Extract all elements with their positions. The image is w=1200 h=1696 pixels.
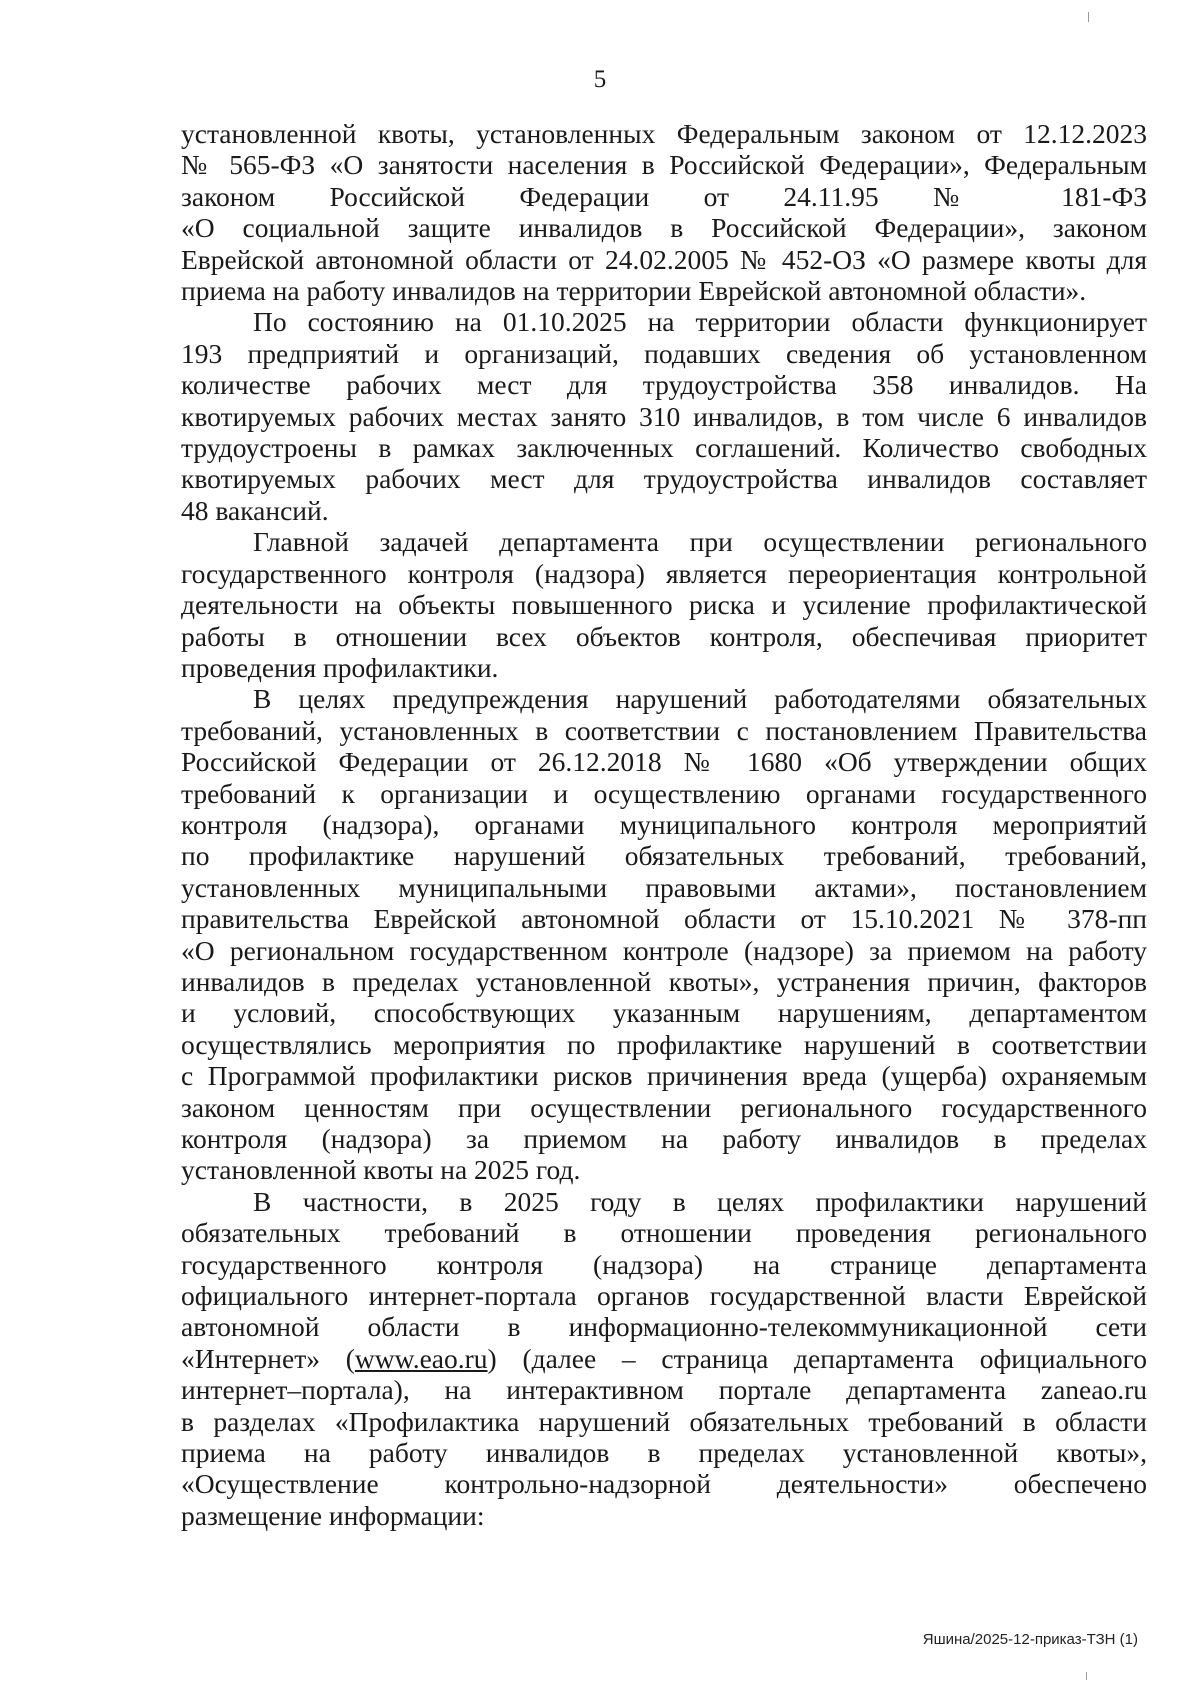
text-line: В целях предупреждения нарушений работодателями обязательных (253, 683, 1147, 715)
text-line: правительства Еврейской автономной области от 15.10.2021 № 378-пп (181, 903, 1147, 935)
text-line: установленной квоты на 2025 год. (181, 1154, 581, 1186)
text-line: В частности, в 2025 году в целях профилактики нарушений (253, 1185, 1147, 1217)
page-number: 5 (593, 66, 607, 93)
text-line: в разделах «Профилактика нарушений обязательных требований в области (181, 1405, 1147, 1437)
text-line: По состоянию на 01.10.2025 на территории области функционирует (253, 306, 1147, 338)
text-line: квотируемых рабочих местах занято 310 инвалидов, в том числе 6 инвалидов (181, 400, 1147, 432)
text-line: автономной области в информационно-телекоммуникационной сети (181, 1311, 1147, 1343)
text-line: с Программой профилактики рисков причинения вреда (ущерба) охраняемым (181, 1060, 1147, 1092)
paragraph-prevention-measures (181, 683, 1147, 1186)
text-line: интернет–портала), на интерактивном портале департамента zaneao.ru (181, 1374, 1147, 1406)
text-line: работы в отношении всех объектов контроля, обеспечивая приоритет (181, 620, 1147, 652)
paragraph-quota-laws (181, 118, 1147, 306)
text-line: квотируемых рабочих мест для трудоустройства инвалидов составляет (181, 463, 1147, 495)
text-line: государственного контроля (надзора) является переориентация контрольной (181, 557, 1147, 589)
paragraph-main-task (181, 526, 1147, 683)
text-line: размещение информации: (181, 1499, 485, 1531)
text-line: приема на работу инвалидов в пределах установленной квоты», (181, 1437, 1147, 1469)
text-line-with-link (181, 1343, 1147, 1374)
text-line: осуществлялись мероприятия по профилактике нарушений в соответствии (181, 1028, 1147, 1060)
scan-mark-top (1088, 12, 1089, 22)
document-footer-note: Яшина/2025-12-приказ-ТЗН (1) (922, 1631, 1138, 1648)
paragraph-information-placement (181, 1186, 1147, 1531)
text-line: законом Российской Федерации от 24.11.95 № 181-ФЗ (181, 180, 1147, 212)
text-line: инвалидов в пределах установленной квоты», устранения причин, факторов (181, 965, 1147, 997)
text-line: «О социальной защите инвалидов в Российской Федерации», законом (181, 212, 1147, 244)
text-line: обязательных требований в отношении проведения регионального (181, 1217, 1147, 1249)
text-line: Еврейской автономной области от 24.02.2005 № 452-ОЗ «О размере квоты для (181, 243, 1147, 275)
text-line: 48 вакансий. (181, 494, 329, 526)
text-line: приема на работу инвалидов на территории Еврейской автономной области». (181, 275, 1087, 307)
text-line: проведения профилактики. (181, 651, 499, 683)
link-prefix-text: «Интернет» ( (181, 1342, 355, 1374)
link-suffix-text: ) (далее – страница департамента официального (487, 1342, 1147, 1374)
text-line: № 565-ФЗ «О занятости населения в Российской Федерации», Федеральным (181, 149, 1147, 181)
text-line: 193 предприятий и организаций, подавших сведения об установленном (181, 337, 1147, 369)
scan-mark-bottom (1086, 1672, 1087, 1680)
text-line: «Осуществление контрольно-надзорной деятельности» обеспечено (181, 1468, 1147, 1500)
text-line: трудоустроены в рамках заключенных соглашений. Количество свободных (181, 432, 1147, 464)
text-line: Российской Федерации от 26.12.2018 № 1680 «Об утверждении общих (181, 746, 1147, 778)
text-line: государственного контроля (надзора) на странице департамента (181, 1248, 1147, 1280)
text-line: законом ценностям при осуществлении регионального государственного (181, 1091, 1147, 1123)
text-line: и условий, способствующих указанным нарушениям, департаментом (181, 997, 1147, 1029)
text-line: требований, установленных в соответствии с постановлением Правительства (181, 714, 1147, 746)
text-line: установленной квоты, установленных Федеральным законом от 12.12.2023 (181, 118, 1147, 149)
text-line: контроля (надзора) за приемом на работу инвалидов в пределах (181, 1123, 1147, 1154)
eao-website-link[interactable]: www.eao.ru (354, 1342, 488, 1374)
text-line: деятельности на объекты повышенного риска и усиление профилактической (181, 589, 1147, 621)
paragraph-enterprise-statistics (181, 306, 1147, 526)
document-body (181, 118, 1147, 1531)
text-line: требований к организации и осуществлению органами государственного (181, 777, 1147, 809)
text-line: установленных муниципальными правовыми актами», постановлением (181, 871, 1147, 903)
text-line: количестве рабочих мест для трудоустройства 358 инвалидов. На (181, 369, 1147, 401)
text-line: Главной задачей департамента при осуществлении регионального (253, 526, 1147, 558)
text-line: по профилактике нарушений обязательных требований, требований, (181, 840, 1147, 872)
text-line: «О региональном государственном контроле (надзоре) за приемом на работу (181, 934, 1147, 966)
text-line: контроля (надзора), органами муниципального контроля мероприятий (181, 808, 1147, 840)
text-line: официального интернет-портала органов государственной власти Еврейской (181, 1280, 1147, 1312)
